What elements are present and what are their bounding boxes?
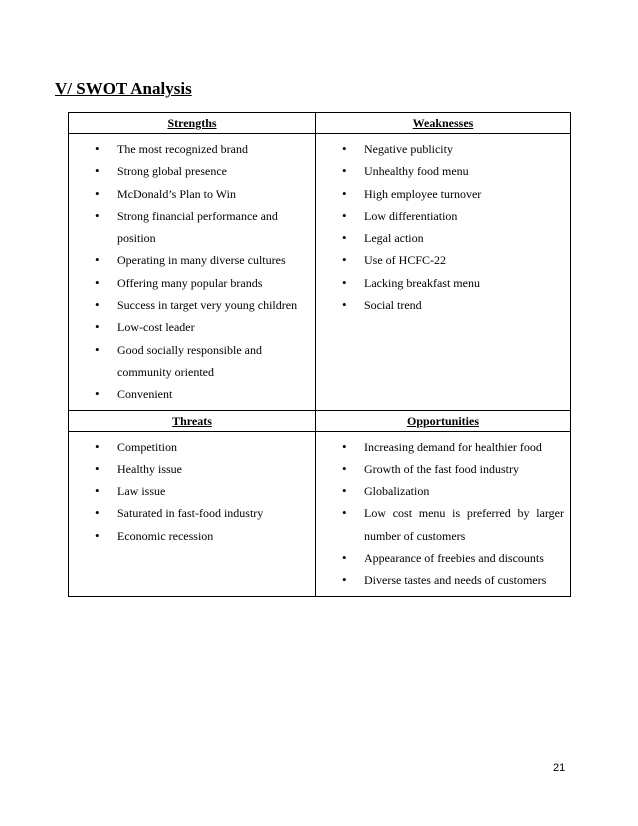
bullet-icon: • [342,230,347,246]
content-row-top [69,134,571,411]
list-item [342,547,564,569]
list-item [95,339,309,384]
bullet-icon: • [342,185,347,201]
list-item-text: The most recognized brand [117,142,248,156]
strengths-header: Strengths [69,113,316,134]
bullet-icon: • [342,207,347,223]
list-item [342,480,564,502]
list-item [95,205,309,250]
list-item-text: Strong global presence [117,164,227,179]
list-item [95,183,309,205]
list-item [342,227,564,249]
list-item [95,272,309,294]
strengths-list [69,134,315,410]
header-row-top [69,113,571,134]
bullet-icon: • [95,252,100,268]
bullet-icon: • [95,341,100,357]
bullet-icon: • [95,163,100,179]
list-item-text: Globalization [364,484,430,499]
list-item-text: High employee turnover [364,186,482,201]
list-item-text: Operating in many diverse cultures [117,253,286,268]
threats-list [69,432,315,551]
bullet-icon: • [342,572,347,588]
swot-table [68,112,571,597]
list-item-text: Lacking breakfast menu [364,275,480,290]
opportunities-list [316,432,570,596]
list-item-text: Social trend [364,298,422,313]
list-item-text: Appearance of freebies and discounts [364,551,544,566]
list-item-text: Economic recession [117,528,214,543]
bullet-icon: • [95,297,100,313]
content-row-bottom [69,431,571,596]
list-item-text: Law issue [117,484,166,499]
bullet-icon: • [342,438,347,454]
bullet-icon: • [342,274,347,290]
bullet-icon: • [342,163,347,179]
bullet-icon: • [95,460,100,476]
list-item [95,458,309,480]
opportunities-cell [316,431,571,596]
bullet-icon: • [95,319,100,335]
list-item-text: Diverse tastes and needs of customers [364,573,547,588]
bullet-icon: • [342,550,347,566]
bullet-icon: • [342,141,347,156]
bullet-icon: • [95,141,100,156]
threats-cell [69,431,316,596]
bullet-icon: • [95,505,100,521]
threats-header: Threats [69,410,316,431]
bullet-icon: • [95,386,100,402]
list-item [95,160,309,182]
bullet-icon: • [95,185,100,201]
weaknesses-cell [316,134,571,411]
list-item [342,502,564,547]
list-item-text: Increasing demand for healthier food [364,439,542,454]
bullet-icon: • [95,438,100,454]
bullet-icon: • [95,274,100,290]
list-item [95,436,309,458]
list-item-text: Success in target very young children [117,298,298,313]
list-item-text: Growth of the fast food industry [364,461,519,476]
bullet-icon: • [95,483,100,499]
bullet-icon: • [95,527,100,543]
list-item-text: Use of HCFC-22 [364,253,447,268]
list-item [342,138,564,160]
list-item [95,502,309,524]
bullet-icon: • [342,505,347,521]
list-item-text: Strong financial performance and position [117,208,278,246]
list-item-text: Unhealthy food menu [364,164,469,179]
list-item [342,183,564,205]
list-item [342,569,564,591]
list-item-text: Low differentiation [364,208,458,223]
opportunities-header: Opportunities [316,410,571,431]
header-row-bottom [69,410,571,431]
list-item [342,272,564,294]
list-item-text: Competition [117,439,177,454]
list-item [95,316,309,338]
list-item-text: Legal action [364,231,424,246]
list-item [95,383,309,405]
weaknesses-list [316,134,570,320]
list-item [342,205,564,227]
list-item [95,138,309,160]
list-item-text: Good socially responsible and community oriented [117,342,262,379]
list-item-text: Saturated in fast-food industry [117,506,264,521]
list-item-text: McDonald’s Plan to Win [117,186,236,201]
list-item [342,249,564,271]
list-item [342,160,564,182]
bullet-icon: • [342,297,347,313]
list-item [95,294,309,316]
page-number: 21 [553,762,566,774]
list-item [95,525,309,547]
strengths-cell [69,134,316,411]
list-item [342,458,564,480]
list-item [95,480,309,502]
bullet-icon: • [342,483,347,499]
page-title: V/ SWOT Analysis [55,79,192,98]
list-item [95,249,309,271]
list-item-text: Offering many popular brands [117,275,263,290]
list-item-text: Negative publicity [364,142,453,156]
list-item [342,436,564,458]
list-item-text: Low cost menu is preferred by larger number of customers [364,506,564,543]
bullet-icon: • [342,252,347,268]
list-item [342,294,564,316]
list-item-text: Healthy issue [117,461,182,476]
list-item-text: Convenient [117,387,173,402]
bullet-icon: • [342,460,347,476]
list-item-text: Low-cost leader [117,320,195,335]
bullet-icon: • [95,207,100,223]
weaknesses-header: Weaknesses [316,113,571,134]
